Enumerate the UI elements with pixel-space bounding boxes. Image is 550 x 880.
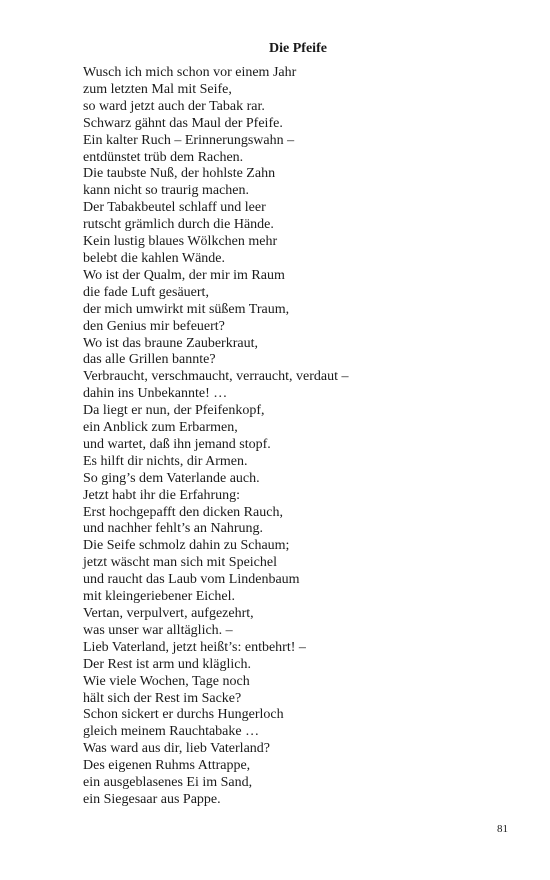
poem-line: dahin ins Unbekannte! … bbox=[83, 386, 228, 402]
poem-line: kann nicht so traurig machen. bbox=[83, 183, 250, 199]
page-number: 81 bbox=[497, 823, 508, 835]
poem-line: Schwarz gähnt das Maul der Pfeife. bbox=[83, 115, 283, 131]
poem-line: und nachher fehlt’s an Nahrung. bbox=[83, 521, 263, 537]
poem-line: Wie viele Wochen, Tage noch bbox=[83, 673, 250, 689]
poem-line: hält sich der Rest im Sacke? bbox=[83, 690, 242, 706]
poem-line: so ward jetzt auch der Tabak rar. bbox=[83, 98, 265, 114]
poem-line: Wusch ich mich schon vor einem Jahr bbox=[83, 65, 297, 80]
poem-line: die fade Luft gesäuert, bbox=[83, 284, 209, 300]
poem-line: Die taubste Nuß, der hohlste Zahn bbox=[83, 166, 276, 182]
poem-line: den Genius mir befeuert? bbox=[83, 318, 225, 334]
poem-line: Kein lustig blaues Wölkchen mehr bbox=[83, 234, 278, 250]
poem-line: Da liegt er nun, der Pfeifenkopf, bbox=[83, 403, 265, 419]
poem-line: zum letzten Mal mit Seife, bbox=[83, 81, 232, 97]
poem-line: und raucht das Laub vom Lindenbaum bbox=[83, 572, 300, 588]
poem-line: Jetzt habt ihr die Erfahrung: bbox=[83, 487, 241, 503]
poem-line: der mich umwirkt mit süßem Traum, bbox=[83, 301, 290, 317]
poem-line: Ein kalter Ruch – Erinnerungswahn – bbox=[83, 132, 295, 148]
poem-line: Vertan, verpulvert, aufgezehrt, bbox=[83, 606, 254, 621]
poem-line: und wartet, daß ihn jemand stopf. bbox=[83, 436, 271, 452]
poem-line: entdünstet trüb dem Rachen. bbox=[83, 149, 244, 165]
poem-title: Die Pfeife bbox=[269, 41, 327, 56]
poem-line: Der Tabakbeutel schlaff und leer bbox=[83, 200, 266, 216]
poem-line: belebt die kahlen Wände. bbox=[83, 250, 226, 266]
poem-line: rutscht grämlich durch die Hände. bbox=[83, 217, 274, 233]
poem-line: Erst hochgepafft den dicken Rauch, bbox=[83, 504, 283, 520]
poem-line: das alle Grillen bannte? bbox=[83, 352, 216, 368]
poem-line: Verbraucht, verschmaucht, verraucht, verdaut – bbox=[83, 369, 349, 385]
poem-line: ein Siegesaar aus Pappe. bbox=[83, 791, 221, 807]
poem-line: mit kleingeriebener Eichel. bbox=[83, 589, 235, 605]
poem-line: Die Seife schmolz dahin zu Schaum; bbox=[83, 538, 290, 554]
poem-line: gleich meinem Rauchtabake … bbox=[83, 724, 260, 740]
poem-line: Was ward aus dir, lieb Vaterland? bbox=[83, 741, 270, 757]
poem-line: Schon sickert er durchs Hungerloch bbox=[83, 707, 284, 723]
poem-line: ein Anblick zum Erbarmen, bbox=[83, 420, 238, 436]
poem-line: Lieb Vaterland, jetzt heißt’s: entbehrt! – bbox=[83, 639, 306, 655]
poem-line: Des eigenen Ruhms Attrappe, bbox=[83, 758, 251, 774]
poem-line: Wo ist das braune Zauberkraut, bbox=[83, 335, 258, 351]
poem-line: Es hilft dir nichts, dir Armen. bbox=[83, 453, 248, 469]
poem-line: jetzt wäscht man sich mit Speichel bbox=[83, 555, 278, 571]
poem-line: ein ausgeblasenes Ei im Sand, bbox=[83, 775, 253, 791]
poem-line: So ging’s dem Vaterlande auch. bbox=[83, 470, 260, 486]
poem-line: was unser war alltäglich. – bbox=[83, 622, 233, 638]
poem-body bbox=[83, 65, 503, 809]
poem-line: Wo ist der Qualm, der mir im Raum bbox=[83, 267, 285, 283]
poem-line: Der Rest ist arm und kläglich. bbox=[83, 656, 251, 672]
